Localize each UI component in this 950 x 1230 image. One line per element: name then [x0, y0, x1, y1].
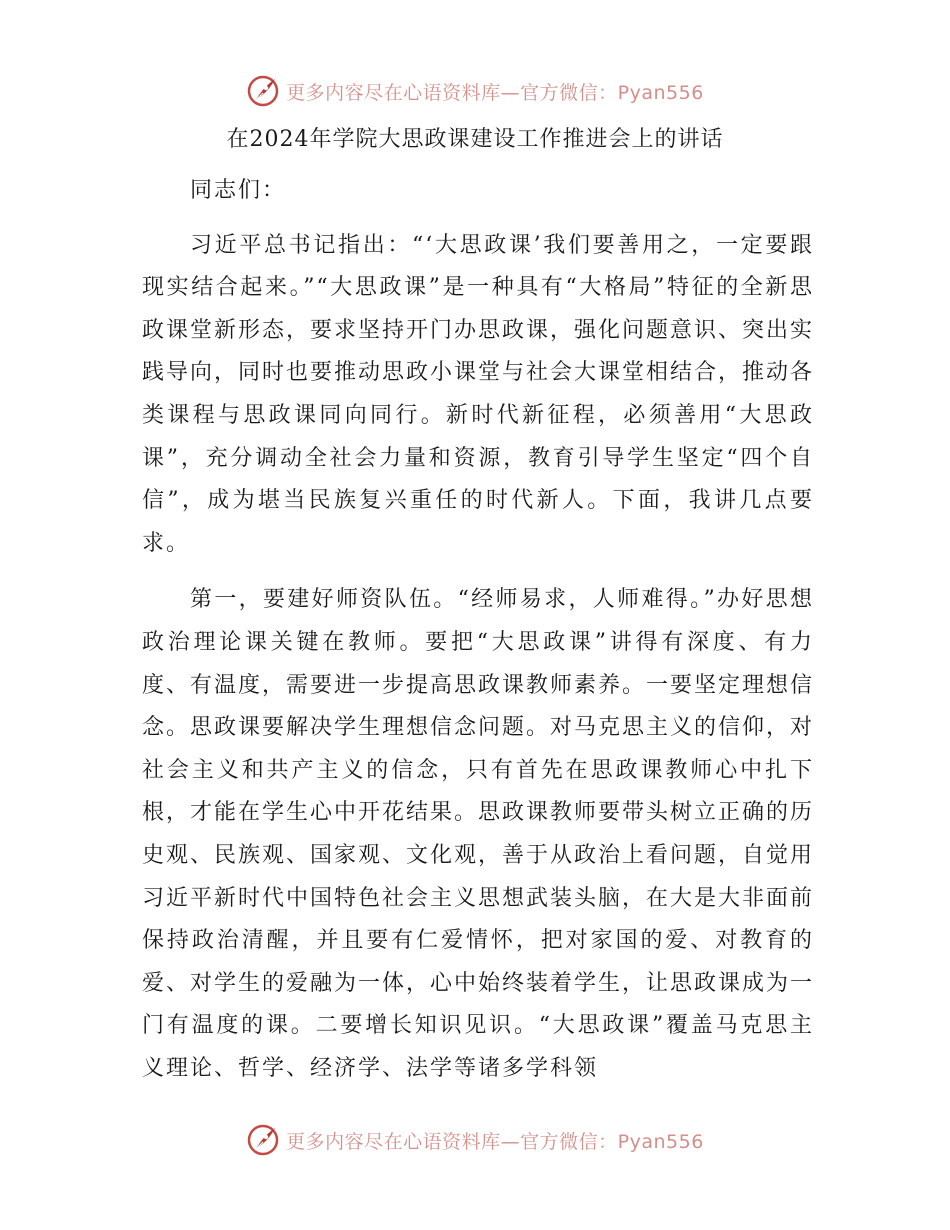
feather-pen-logo-icon [246, 74, 280, 108]
header-watermark [0, 71, 950, 111]
document-title: 在2024年学院大思政课建设工作推进会上的讲话 [226, 127, 724, 152]
document-body [142, 170, 814, 1104]
watermark-text: 更多内容尽在心语资料库—官方微信：Pyan556 [286, 1130, 704, 1153]
paragraph: 习近平总书记指出：“‘大思政课’我们要善用之，一定要跟现实结合起来。”“大思政课”是一种具有“大格局”特征的全新思政课堂新形态，要求坚持开门办思政课，强化问题意识、突出实践导向，同时也要推动思政小课堂与社会大课堂相结合，推动各类课程与思政课同向同行。新时代新征程，必须善用“大思政课”，充分调动全社会力量和资源，教育引导学生坚定“四个自信”，成为堪当民族复兴重任的时代新人。下面，我讲几点要求。 [142, 232, 815, 556]
paragraph: 第一，要建好师资队伍。“经师易求，人师难得。”办好思想政治理论课关键在教师。要把“大思政课”讲得有深度、有力度、有温度，需要进一步提高思政课教师素养。一要坚定理想信念。思政课要解决学生理想信念问题。对马克思主义的信仰，对社会主义和共产主义的信念，只有首先在思政课教师心中扎下根，才能在学生心中开花结果。思政课教师要带头树立正确的历史观、民族观、国家观、文化观，善于从政治上看问题，自觉用习近平新时代中国特色社会主义思想武装头脑，在大是大非面前保持政治清醒，并且要有仁爱情怀，把对家国的爱、对教育的爱、对学生的爱融为一体，心中始终装着学生，让思政课成为一门有温度的课。二要增长知识见识。“大思政课”覆盖马克思主义理论、哲学、经济学、法学等诸多学科领 [142, 587, 815, 1081]
watermark-text: 更多内容尽在心语资料库—官方微信：Pyan556 [286, 81, 704, 104]
salutation: 同志们： [190, 178, 287, 203]
footer-watermark [0, 1120, 950, 1160]
feather-pen-logo-icon [246, 1123, 280, 1157]
